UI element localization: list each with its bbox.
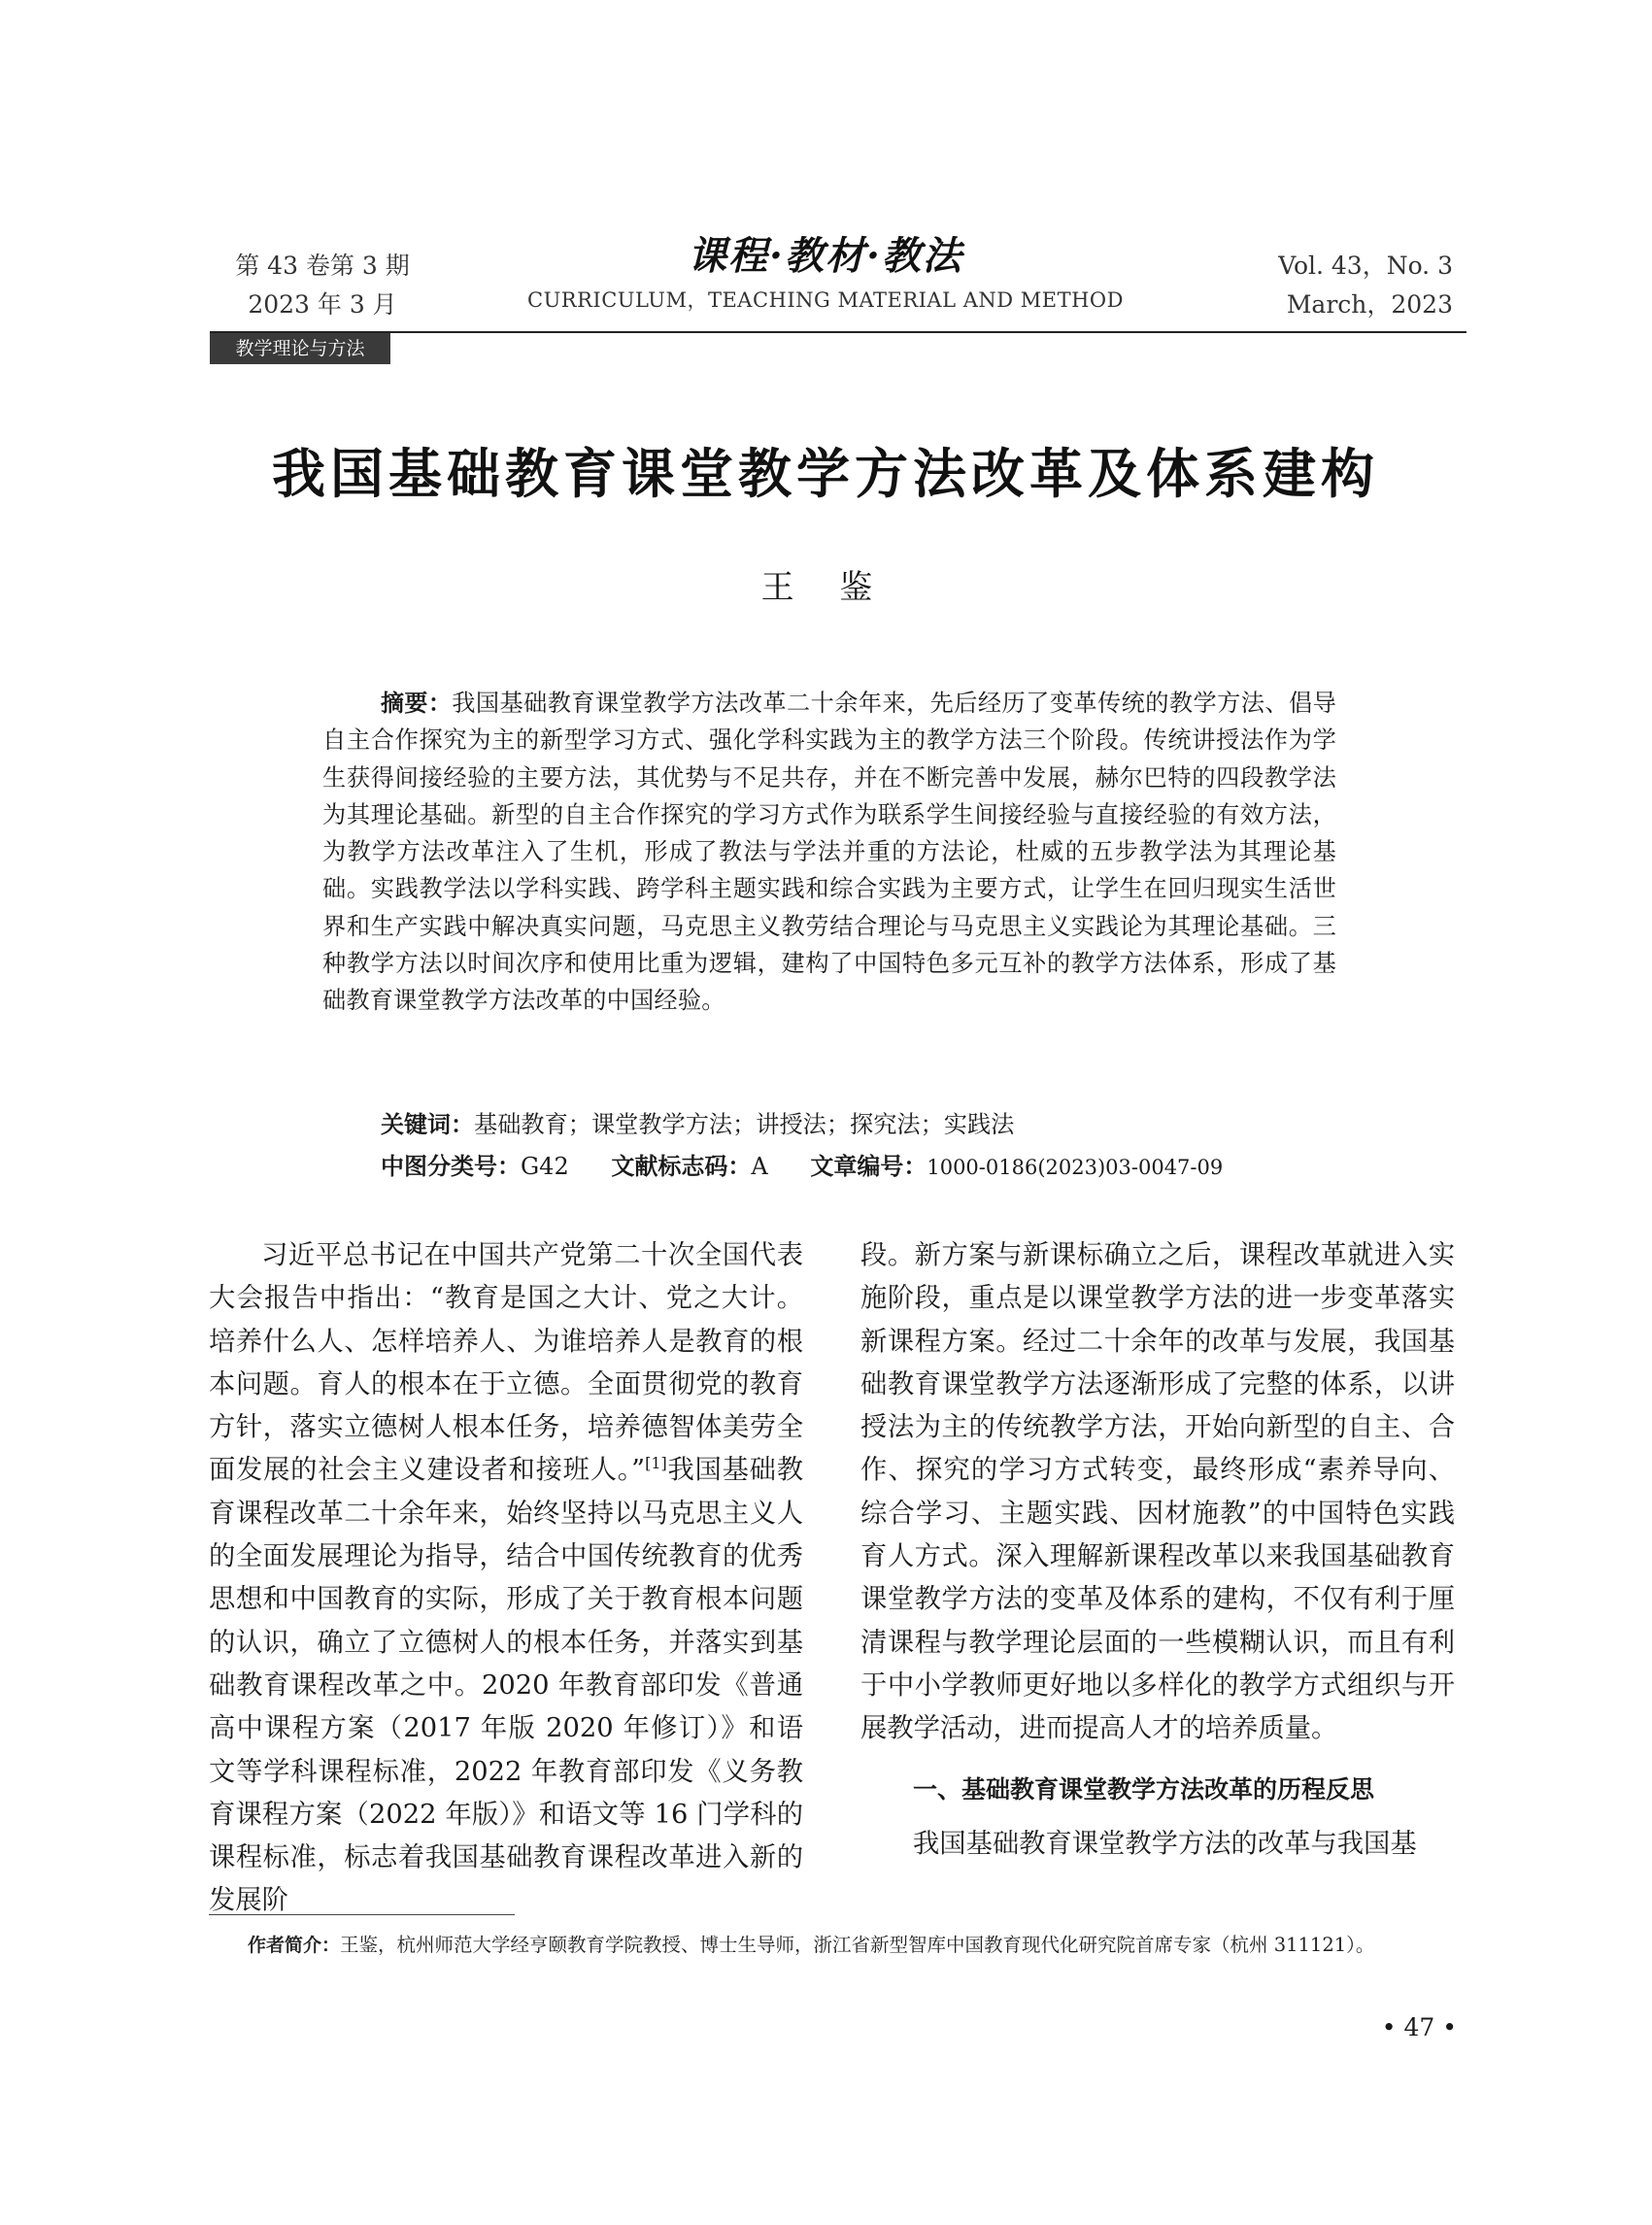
footnote-text: 王鉴，杭州师范大学经亨颐教育学院教授、博士生导师，浙江省新型智库中国教育现代化研究院首席专家（杭州 311121）。 [340, 1934, 1375, 1956]
abstract-label: 摘要： [381, 690, 453, 717]
header-divider [210, 331, 1467, 333]
abstract-text: 我国基础教育课堂教学方法改革二十余年来，先后经历了变革传统的教学方法、倡导自主合作探究为主的新型学习方式、强化学科实践为主的教学方法三个阶段。传统讲授法作为学生获得间接经验的主要方法，其优势与不足共存，并在不断完善中发展，赫尔巴特的四段教学法为其理论基础。新型的自主合作探究的学习方式作为联系学生间接经验与直接经验的有效方法，为教学方法改革注入了生机，形成了教法与学法并重的方法论，杜威的五步教学法为其理论基础。实践教学法以学科实践、跨学科主题实践和综合实践为主要方式，让学生在回归现实生活世界和生产实践中解决真实问题，马克思主义教劳结合理论与马克思主义实践论为其理论基础。三种教学方法以时间次序和使用比重为逻辑，建构了中国特色多元互补的教学方法体系，形成了基础教育课堂教学方法改革的中国经验。 [322, 690, 1336, 1015]
article-number-value: 1000-0186(2023)03-0047-09 [927, 1156, 1224, 1179]
body-left-column [209, 1234, 803, 1923]
paragraph-text: 我国基础教育课程改革二十余年来，始终坚持以马克思主义人的全面发展理论为指导，结合中国传统教育的优秀思想和中国教育的实际，形成了关于教育根本问题的认识，确立了立德树人的根本任务，并落实到基础教育课程改革之中。2020 年教育部印发《普通高中课程方案（2017 年版 2020 年修订）》和语文等学科课程标准，2022 年教育部印发《义务教育课程方案（2022 年版）》和语文等 16 门学科的课程标准，标志着我国基础教育课程改革进入新的发展阶 [209, 1455, 803, 1916]
clc-value: G42 [521, 1153, 569, 1180]
keywords-label: 关键词： [381, 1111, 474, 1138]
volume-issue-cn: 第 43 卷第 3 期 [235, 252, 410, 280]
section-heading: 一、基础教育课堂教学方法改革的历程反思 [913, 1774, 1375, 1804]
body-paragraph [209, 1234, 803, 1923]
keywords-text: 基础教育；课堂教学方法；讲授法；探究法；实践法 [474, 1111, 1015, 1138]
journal-title-en: CURRICULUM，TEACHING MATERIAL AND METHOD [527, 288, 1124, 312]
header-volume-info-en [1224, 247, 1453, 324]
clc-label: 中图分类号： [381, 1153, 521, 1180]
citation-marker: [1] [645, 1454, 667, 1473]
article-title: 我国基础教育课堂教学方法改革及体系建构 [271, 443, 1379, 505]
footnote-label: 作者简介： [248, 1935, 341, 1956]
body-paragraph-continued: 段。新方案与新课标确立之后，课程改革就进入实施阶段，重点是以课堂教学方法的进一步变革落实新课程方案。经过二十余年的改革与发展，我国基础教育课堂教学方法逐渐形成了完整的体系，以讲授法为主的传统教学方法，开始向新型的自主、合作、探究的学习方式转变，最终形成“素养导向、综合学习、主题实践、因材施教”的中国特色实践育人方式。深入理解新课程改革以来我国基础教育课堂教学方法的变革及体系的建构，不仅有利于厘清课程与教学理论层面的一些模糊认识，而且有利于中小学教师更好地以多样化的教学方式组织与开展教学活动，进而提高人才的培养质量。 [860, 1240, 1455, 1744]
journal-masthead [524, 231, 1127, 315]
article-number-label: 文章编号： [810, 1153, 927, 1180]
footnote-divider [209, 1914, 515, 1915]
paragraph-text: 习近平总书记在中国共产党第二十次全国代表大会报告中指出：“教育是国之大计、党之大计。培养什么人、怎样培养人、为谁培养人是教育的根本问题。育人的根本在于立德。全面贯彻党的教育方针，落实立德树人根本任务，培养德智体美劳全面发展的社会主义建设者和接班人。” [209, 1240, 803, 1486]
article-author: 王 鉴 [760, 568, 891, 607]
keywords [381, 1106, 1352, 1143]
abstract [322, 685, 1336, 1020]
body-paragraph: 我国基础教育课堂教学方法的改革与我国基 [913, 1828, 1417, 1859]
header-volume-info [225, 247, 420, 324]
date-en: March，2023 [1286, 290, 1453, 319]
volume-issue-en: Vol. 43，No. 3 [1278, 252, 1453, 280]
section-tag: 教学理论与方法 [210, 333, 390, 364]
doc-code-value: A [751, 1153, 768, 1180]
author-footnote [209, 1929, 1455, 1962]
doc-code-label: 文献标志码： [611, 1153, 752, 1180]
page-number: • 47 • [1381, 2013, 1457, 2041]
body-right-column [860, 1234, 1455, 1866]
classification-line [381, 1148, 1400, 1186]
journal-title-cn: 课程·教材·教法 [688, 233, 963, 279]
date-cn: 2023 年 3 月 [248, 290, 397, 319]
